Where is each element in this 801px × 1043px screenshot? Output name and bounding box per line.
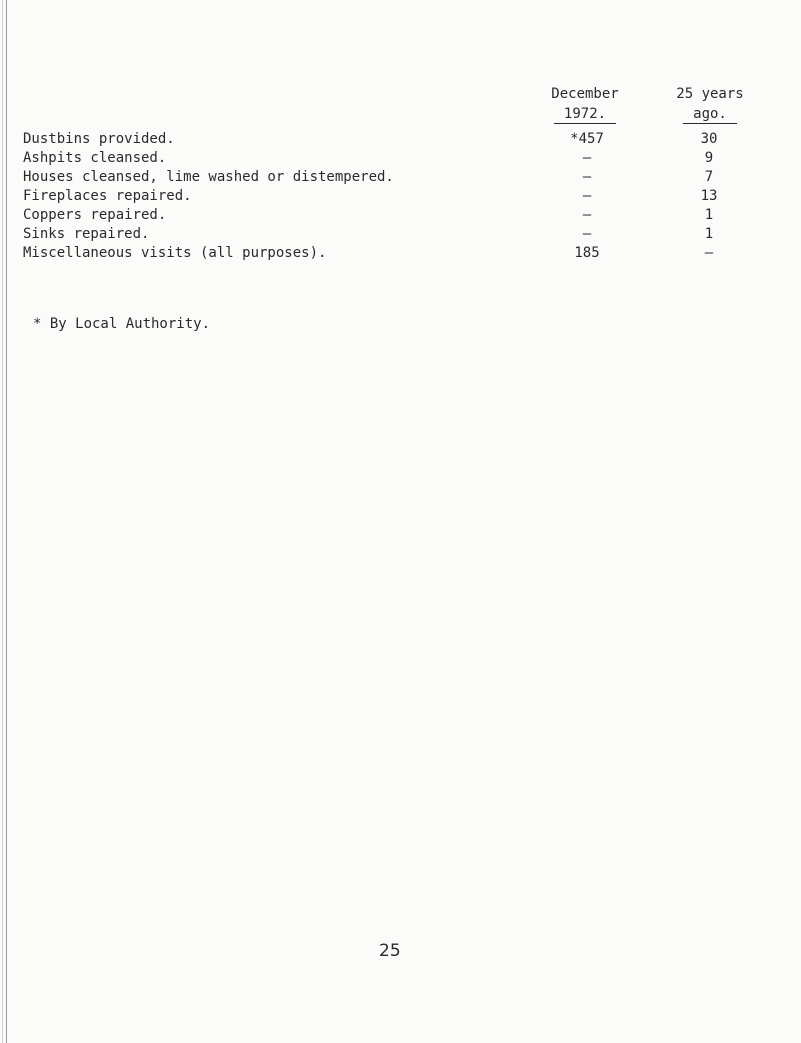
column-header-25-years-line1: 25 years (676, 86, 744, 102)
page-number: 25 (379, 941, 401, 961)
row-value-december-1972: – (582, 207, 592, 223)
column-header-december-1972 (530, 84, 640, 124)
table-row (23, 206, 783, 225)
row-label: Ashpits cleansed. (23, 150, 167, 166)
table-row (23, 244, 783, 263)
row-value-25-years-ago: 1 (704, 226, 714, 242)
page-edge-line (6, 0, 7, 1043)
row-label: Coppers repaired. (23, 207, 167, 223)
row-label: Fireplaces repaired. (23, 188, 192, 204)
table-row (23, 187, 783, 206)
row-value-december-1972: – (582, 226, 592, 242)
row-value-december-1972: *457 (570, 131, 604, 147)
row-value-25-years-ago: 1 (704, 207, 714, 223)
row-value-25-years-ago: 30 (700, 131, 718, 147)
column-header-25-years-line2: ago. (683, 105, 737, 124)
row-value-25-years-ago: 9 (704, 150, 714, 166)
table-row (23, 149, 783, 168)
row-value-december-1972: – (582, 188, 592, 204)
footnote: * By Local Authority. (33, 316, 211, 332)
column-header-25-years-ago (650, 84, 770, 124)
row-label: Miscellaneous visits (all purposes). (23, 245, 327, 261)
column-header-december-line1: December (551, 86, 619, 102)
sanitation-table (23, 130, 783, 263)
table-row (23, 130, 783, 149)
row-label: Sinks repaired. (23, 226, 150, 242)
table-row (23, 225, 783, 244)
row-value-25-years-ago: – (704, 245, 714, 261)
row-value-december-1972: – (582, 169, 592, 185)
row-label: Houses cleansed, lime washed or distempered. (23, 169, 394, 185)
page-edge-shadow (2, 0, 3, 1043)
table-row (23, 168, 783, 187)
row-value-december-1972: – (582, 150, 592, 166)
row-value-25-years-ago: 7 (704, 169, 714, 185)
row-value-december-1972: 185 (574, 245, 600, 261)
row-value-25-years-ago: 13 (700, 188, 718, 204)
column-header-december-line2: 1972. (554, 105, 616, 124)
row-label: Dustbins provided. (23, 131, 175, 147)
